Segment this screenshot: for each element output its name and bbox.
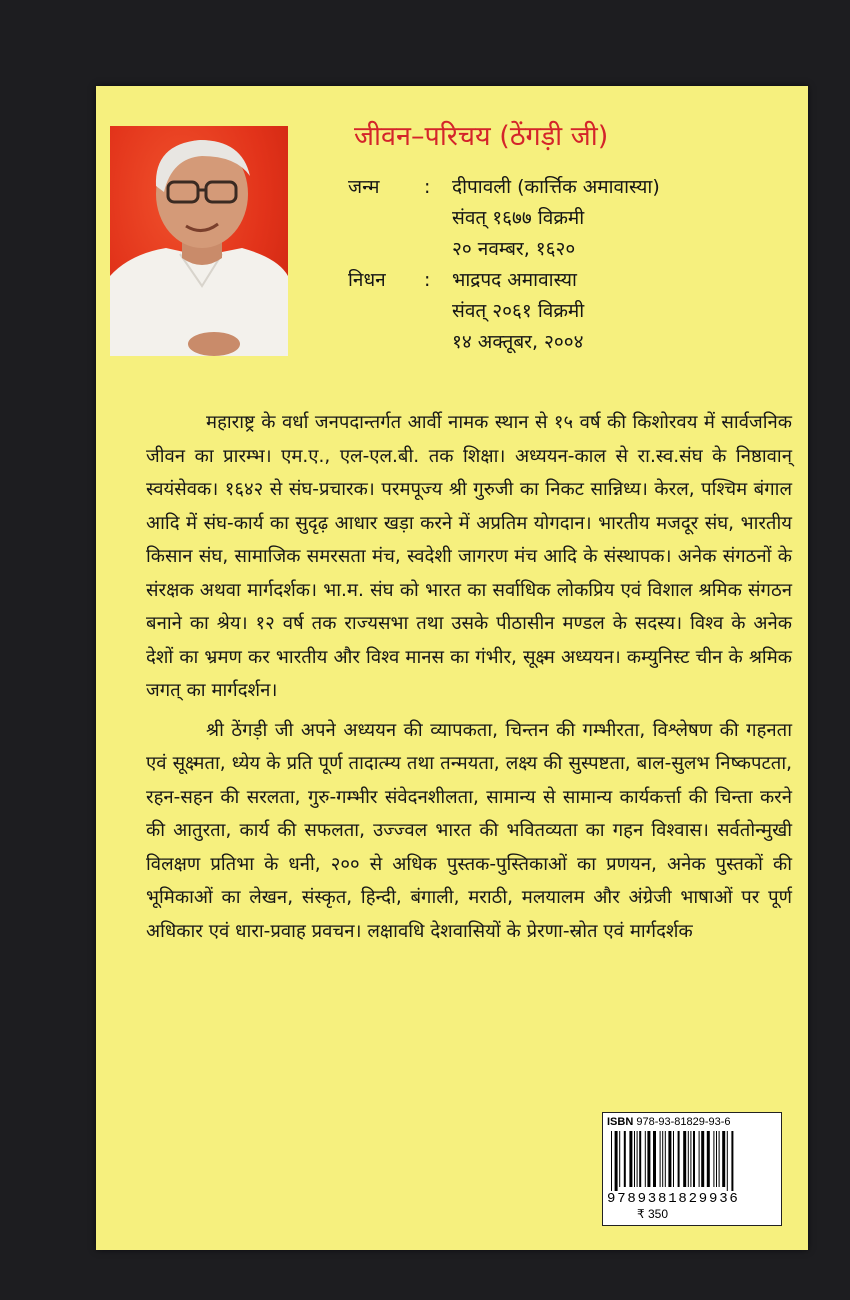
bio-paragraph-2: श्री ठेंगड़ी जी अपने अध्ययन की व्यापकता, चिन्तन की गम्भीरता, विश्लेषण की गहनता एवं सूक्ष्मता, ध्येय के प्रति पूर्ण तादात्म्य तथा तन्मयता, लक्ष्य की सुस्पष्टता, बाल-सुलभ निष्कपटता, रहन-सहन की सरलता, गुरु-गम्भीर संवेदनशीलता, सामान्य से सामान्य कार्यकर्त्ता की चिन्ता करने की आतुरता, कार्य की सफलता, उज्ज्वल भारत की भवितव्यता का गहन विश्वास। सर्वतोन्मुखी विलक्षण प्रतिभा के धनी, २०० से अधिक पुस्तक-पुस्तिकाओं का प्रणयन, अनेक पुस्तकों की भूमिकाओं का लेखन, संस्कृत, हिन्दी, बंगाली, मराठी, मलयालम और अंग्रेजी भाषाओं पर पूर्ण अधिकार एवं धारा-प्रवाह प्रवचन। लक्षावधि देशवासियों के प्रेरणा-स्रोत एवं मार्गदर्शक [146,719,792,942]
birth-line-2: संवत् १६७७ विक्रमी [452,207,585,229]
author-portrait [110,126,288,356]
biography [146,406,792,948]
isbn-value: 978-93-81829-93-6 [636,1116,731,1128]
death-label: निधन [348,269,386,291]
death-line-2: संवत् २०६१ विक्रमी [452,300,585,322]
portrait-illustration [110,126,288,356]
barcode-bars [609,1131,775,1191]
isbn-line [607,1116,731,1128]
birth-colon: : [424,176,431,198]
death-line-3: १४ अक्तूबर, २००४ [452,331,584,353]
birth-line-1: दीपावली (कार्त्तिक अमावास्या) [452,176,660,198]
isbn-label: ISBN [607,1116,634,1128]
page-title: जीवन–परिचय (ठेंगड़ी जी) [354,121,609,152]
death-line-1: भाद्रपद अमावास्या [452,269,577,291]
price-label: ₹ 350 [637,1207,668,1221]
birth-label: जन्म [348,176,380,198]
bio-paragraph-1: महाराष्ट्र के वर्धा जनपदान्तर्गत आर्वी नामक स्थान से १५ वर्ष की किशोरवय में सार्वजनिक जीवन का प्रारम्भ। एम.ए., एल-एल.बी. तक शिक्षा। अध्ययन-काल से रा.स्व.संघ के निष्ठावान् स्वयंसेवक। १६४२ से संघ-प्रचारक। परमपूज्य श्री गुरुजी का निकट सान्निध्य। केरल, पश्चिम बंगाल आदि में संघ-कार्य का सुदृढ़ आधार खड़ा करने में अप्रतिम योगदान। भारतीय मजदूर संघ, भारतीय किसान संघ, सामाजिक समरसता मंच, स्वदेशी जागरण मंच आदि के संस्थापक। अनेक संगठनों के संरक्षक अथवा मार्गदर्शक। भा.म. संघ को भारत का सर्वाधिक लोकप्रिय एवं विशाल श्रमिक संगठन बनाने का श्रेय। १२ वर्ष तक राज्यसभा तथा उसके पीठासीन मण्डल के सदस्य। विश्व के अनेक देशों का भ्रमण कर भारतीय और विश्व मानस का गंभीर, सूक्ष्म अध्ययन। कम्युनिस्ट चीन के श्रमिक जगत् का मार्गदर्शन। [146,412,792,701]
barcode-digits: 9789381829936 [607,1191,740,1207]
back-cover [96,86,808,1250]
birth-line-3: २० नवम्बर, १६२० [452,238,576,260]
isbn-barcode-box [602,1112,782,1226]
death-colon: : [424,269,431,291]
